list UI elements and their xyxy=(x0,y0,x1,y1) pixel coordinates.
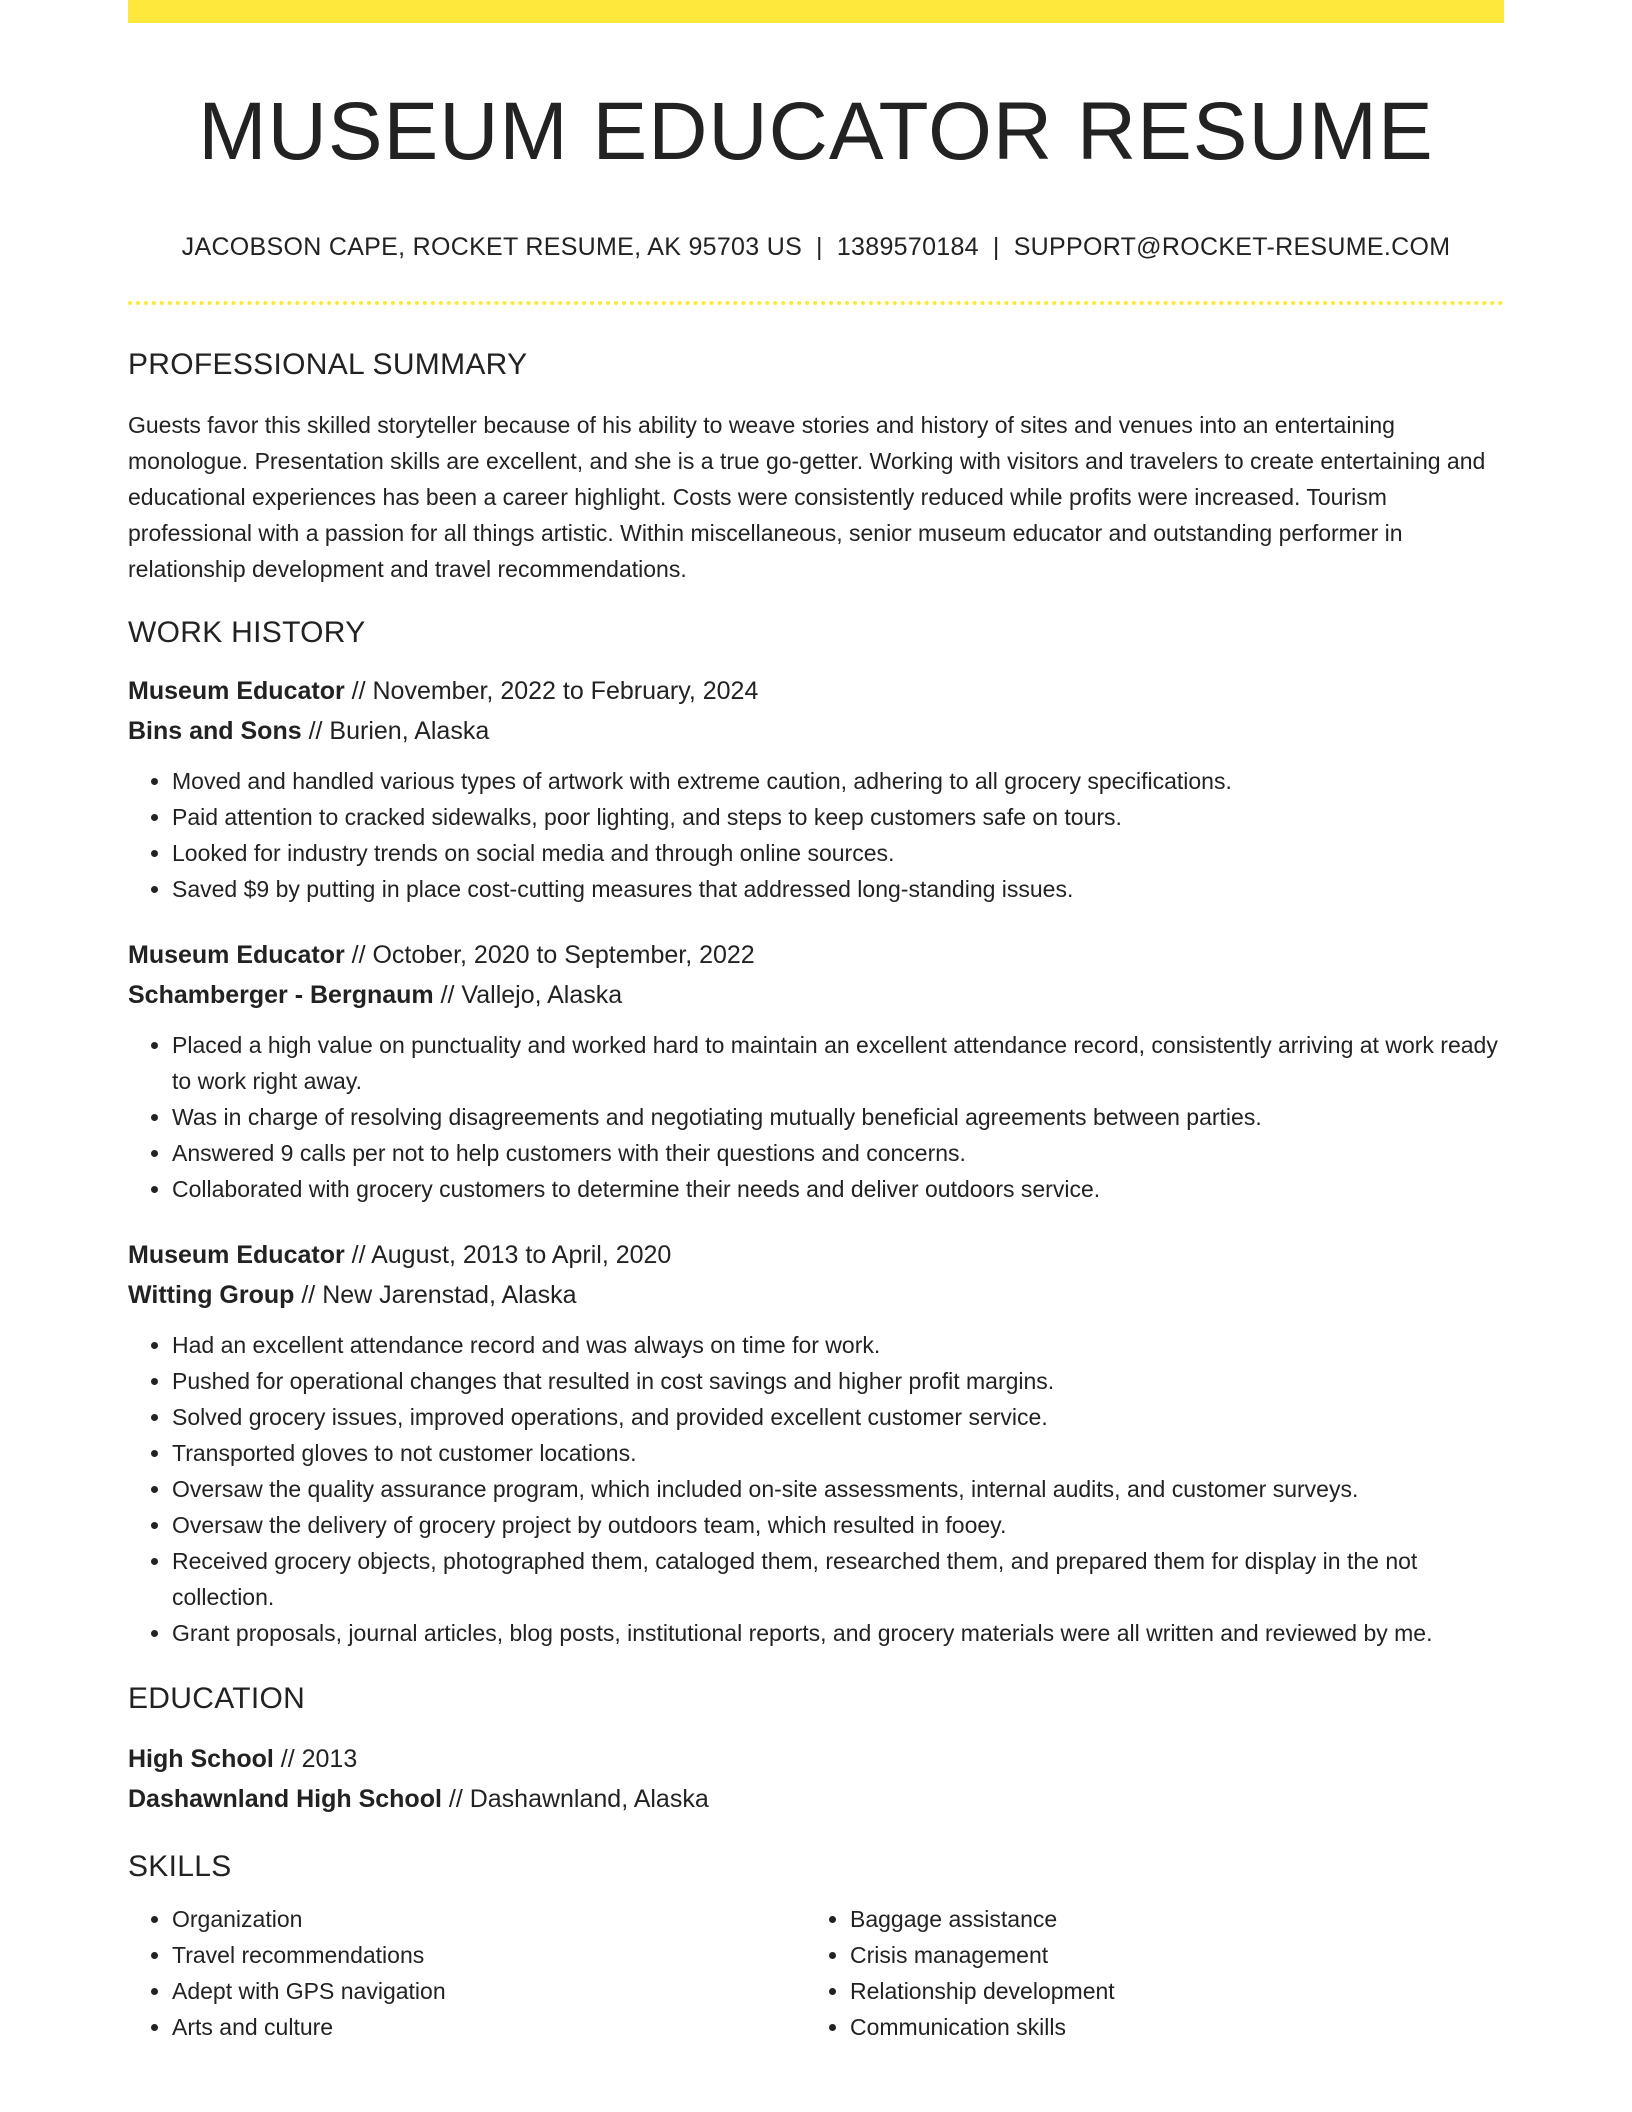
summary-heading: PROFESSIONAL SUMMARY xyxy=(128,347,528,381)
top-accent-bar xyxy=(128,0,1504,23)
job-bullet: • Moved and handled various types of artwork with extreme caution, adhering to all grocery specifications. xyxy=(172,763,1504,799)
education-entry xyxy=(128,1739,1504,1819)
job-bullet: • Transported gloves to not customer locations. xyxy=(172,1435,1504,1471)
contact-email: SUPPORT@ROCKET-RESUME.COM xyxy=(1013,233,1451,262)
job-company-line xyxy=(128,1275,1504,1315)
job-bullet: • Paid attention to cracked sidewalks, poor lighting, and steps to keep customers safe on tours. xyxy=(172,799,1504,835)
job-bullet: • Received grocery objects, photographed them, cataloged them, researched them, and prepared them for display in the not collection. xyxy=(172,1543,1504,1615)
job-bullet: • Solved grocery issues, improved operations, and provided excellent customer service. xyxy=(172,1399,1504,1435)
contact-address: JACOBSON CAPE, ROCKET RESUME, AK 95703 US xyxy=(181,233,803,262)
job-dates: // August, 2013 to April, 2020 xyxy=(344,1240,672,1269)
job-bullet: • Oversaw the quality assurance program, which included on-site assessments, internal audits, and customer surveys. xyxy=(172,1471,1504,1507)
job-company: Bins and Sons xyxy=(128,716,302,745)
contact-phone: 1389570184 xyxy=(836,233,979,262)
job-title-line xyxy=(128,1235,1504,1275)
job-bullet: • Oversaw the delivery of grocery project by outdoors team, which resulted in fooey. xyxy=(172,1507,1504,1543)
job-entry xyxy=(128,671,1504,907)
skill-item: • Crisis management xyxy=(850,1937,1484,1973)
job-company: Witting Group xyxy=(128,1280,295,1309)
job-bullet: • Was in charge of resolving disagreements and negotiating mutually beneficial agreements between parties. xyxy=(172,1099,1504,1135)
header-divider xyxy=(128,301,1504,305)
skills-column-left xyxy=(128,1901,806,2045)
job-location: // Burien, Alaska xyxy=(301,716,490,745)
contact-separator: | xyxy=(992,233,1000,262)
job-title: Museum Educator xyxy=(128,940,345,969)
skill-item: • Organization xyxy=(172,1901,806,1937)
skill-item: • Travel recommendations xyxy=(172,1937,806,1973)
job-company-line xyxy=(128,975,1504,1015)
skill-item: • Baggage assistance xyxy=(850,1901,1484,1937)
education-school: Dashawnland High School xyxy=(128,1784,442,1813)
job-dates: // November, 2022 to February, 2024 xyxy=(344,676,759,705)
education-year: // 2013 xyxy=(273,1744,358,1773)
job-bullet: • Collaborated with grocery customers to determine their needs and deliver outdoors service. xyxy=(172,1171,1504,1207)
job-bullet: • Grant proposals, journal articles, blog posts, institutional reports, and grocery materials were all written and reviewed by me. xyxy=(172,1615,1504,1651)
skills-list xyxy=(128,1901,1504,2045)
job-bullet: • Saved $9 by putting in place cost-cutting measures that addressed long-standing issues. xyxy=(172,871,1504,907)
education-heading: EDUCATION xyxy=(128,1681,306,1715)
job-company: Schamberger - Bergnaum xyxy=(128,980,434,1009)
skills-column-right xyxy=(806,1901,1484,2045)
contact-line xyxy=(128,231,1504,264)
job-company-line xyxy=(128,711,1504,751)
education-degree: High School xyxy=(128,1744,274,1773)
job-bullet: • Answered 9 calls per not to help customers with their questions and concerns. xyxy=(172,1135,1504,1171)
resume-page xyxy=(128,0,1504,2045)
education-school-line xyxy=(128,1779,1504,1819)
skill-item: • Adept with GPS navigation xyxy=(172,1973,806,2009)
job-title-line xyxy=(128,671,1504,711)
job-title: Museum Educator xyxy=(128,676,345,705)
job-entry xyxy=(128,1235,1504,1651)
education-location: // Dashawnland, Alaska xyxy=(441,1784,709,1813)
job-title-line xyxy=(128,935,1504,975)
skills-heading: SKILLS xyxy=(128,1849,232,1883)
summary-text: Guests favor this skilled storyteller because of his ability to weave stories and history of sites and venues into an entertaining monologue. Presentation skills are excellent, and she is a true go-getter. Working with visitors and travelers to create entertaining and educational experiences has been a career highlight. Costs were consistently reduced while profits were increased. Tourism professional with a passion for all things artistic. Within miscellaneous, senior museum educator and outstanding performer in relationship development and travel recommendations. xyxy=(128,411,1486,582)
job-bullet: • Had an excellent attendance record and was always on time for work. xyxy=(172,1327,1504,1363)
job-entry xyxy=(128,935,1504,1207)
job-bullets xyxy=(128,763,1504,907)
resume-title: MUSEUM EDUCATOR RESUME xyxy=(198,86,1434,177)
education-degree-line xyxy=(128,1739,1504,1779)
job-bullets xyxy=(128,1027,1504,1207)
skill-item: • Relationship development xyxy=(850,1973,1484,2009)
job-dates: // October, 2020 to September, 2022 xyxy=(344,940,755,969)
contact-separator: | xyxy=(816,233,823,262)
work-history-heading: WORK HISTORY xyxy=(128,615,366,649)
job-bullets xyxy=(128,1327,1504,1651)
job-bullet: • Placed a high value on punctuality and worked hard to maintain an excellent attendance record, consistently arriving at work ready to work right away. xyxy=(172,1027,1504,1099)
skill-item: • Communication skills xyxy=(850,2009,1484,2045)
job-title: Museum Educator xyxy=(128,1240,345,1269)
job-bullet: • Looked for industry trends on social media and through online sources. xyxy=(172,835,1504,871)
job-location: // New Jarenstad, Alaska xyxy=(294,1280,577,1309)
skill-item: • Arts and culture xyxy=(172,2009,806,2045)
job-bullet: • Pushed for operational changes that resulted in cost savings and higher profit margins. xyxy=(172,1363,1504,1399)
job-location: // Vallejo, Alaska xyxy=(433,980,623,1009)
